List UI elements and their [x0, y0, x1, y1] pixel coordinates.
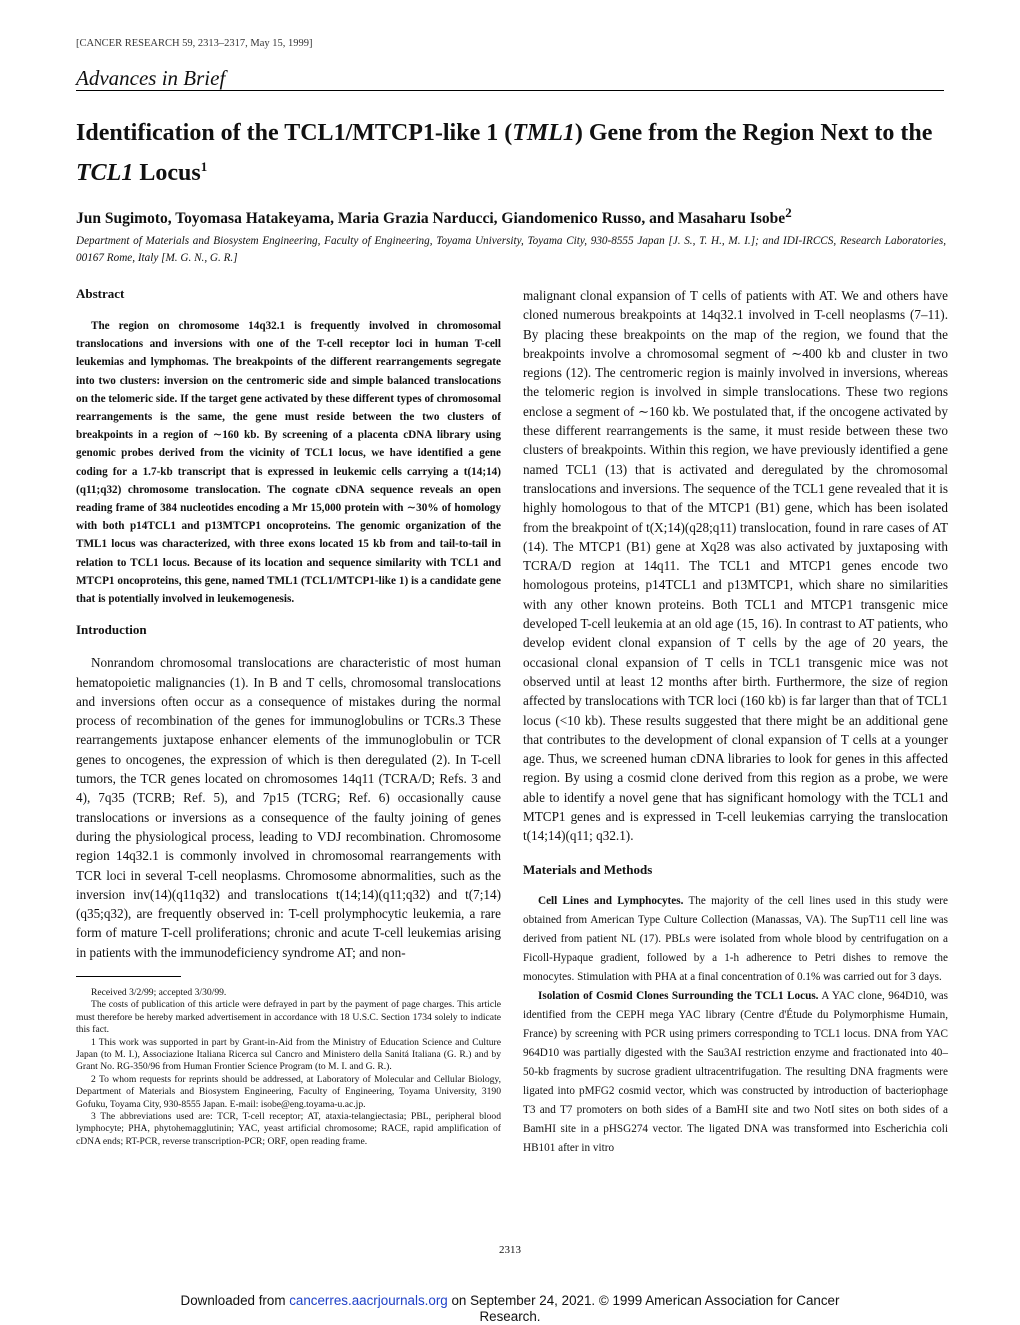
affiliations: Department of Materials and Biosystem Engineering, Faculty of Engineering, Toyama University, Toyama City, 930-8555 Japan [J. S., T. H., M. I.]; and IDI-IRCCS, Research Laboratories, 00167 Rome, Italy [M. G. N., G. R.] — [76, 235, 946, 264]
methods-heading: Materials and Methods — [523, 861, 653, 877]
abstract-text: The region on chromosome 14q32.1 is frequently involved in chromosomal translocations and inversions with one of the T-cell receptor loci in human T-cell leukemias and lymphomas. The breakpoints of the different rearrangements segregate into two clusters: inversion on the centromeric side and simple balanced translocations on the telomeric side. If the target gene activated by these different types of chromosomal rearrangements is the same, the gene must reside between the two clusters of breakpoints in a region of ∼160 kb. By screening of a placenta cDNA library using genomic probes derived from the vicinity of TCL1 locus, we have identified a gene coding for a 1.7-kb transcript that is expressed in leukemic cells carrying a t(14;14)(q11;q32) chromosome translocation. The cognate cDNA sequence reveals an open reading frame of 384 nucleotides encoding a Mr 15,000 protein with ∼30% of homology with both p14TCL1 and p13MTCP1 oncoproteins. The genomic organization of the TML1 locus was characterized, with three exons located 15 kb from and tail-to-tail in relation to TCL1 locus. Because of its location and sequence similarity with TCL1 and MTCP1 oncoproteins, this gene, named TML1 (TCL1/MTCP1-like 1) is a candidate gene that is potentially involved in leukemogenesis. — [76, 320, 501, 606]
page-number: 2313 — [499, 1244, 521, 1256]
cell-lines-subheading: Cell Lines and Lymphocytes. — [538, 894, 684, 907]
abstract-heading: Abstract — [76, 286, 125, 301]
section-label: Advances in Brief — [76, 66, 226, 90]
methods-cell-lines: Cell Lines and Lymphocytes. The majority of the cell lines used in this study were obtained from American Type Culture Collection (Manassas, VA). The SupT11 cell line was derived from patient NL (17). PBLs were isolated from whole blood by centrifugation on a Ficoll-Hypaque gradient, followed by a 1-h adherence to Petri dishes to remove the monocytes. Stimulation with PHA at a final concentration of 0.1% was carried out for 3 days. — [523, 894, 949, 983]
left-column — [76, 286, 501, 1148]
journal-citation: [CANCER RESEARCH 59, 2313–2317, May 15, 1999] — [76, 38, 313, 49]
footnote-costs: The costs of publication of this article were defrayed in part by the payment of page charges. This article must therefore be hereby marked advertisement in accordance with 18 U.S.C. Section 1734 solely to indicate this fact. — [76, 999, 501, 1036]
footnote-received: Received 3/2/99; accepted 3/30/99. — [91, 987, 227, 998]
footnote-1: 1 This work was supported in part by Grant-in-Aid from the Ministry of Education Science and Culture Japan (to M. I.), Associazione Italiana Ricerca sul Cancro and Ministero della Sanitá Italiana (G. R.) and by Grant No. RG-350/96 from Human Frontier Science Program (to M. I. and G. R.). — [76, 1036, 501, 1073]
cosmid-subheading: Isolation of Cosmid Clones Surrounding the TCL1 Locus. — [538, 989, 819, 1002]
intro-continued-text: malignant clonal expansion of T cells of patients with AT. We and others have cloned numerous breakpoints at 14q32.1 involved in T-cell neoplasms (7–11). By placing these breakpoints on the map of the region, we found that the breakpoints involve a chromosomal segment of ∼400 kb and cluster in two regions (12). The centromeric region is mainly involved in inversions, whereas the telomeric region is involved in simple translocations. These two regions enclose a segment of ∼160 kb. We postulated that, if the oncogene activated by these different rearrangements is the same, it must reside between these two clusters of breakpoints. Within this region, we have previously identified a gene named TCL1 (13) that is activated and deregulated by the chromosomal translocations and inversions. The sequence of the TCL1 gene revealed that it is highly homologous to that of the MTCP1 (B1) gene, which has been isolated from the breakpoint of t(X;14)(q28;q11) translocation, found in rare cases of AT (14). The MTCP1 (B1) gene at Xq28 was also activated by juxtaposing with TCRA/D region at 14q11. The TCL1 and MTCP1 genes encode two homologous proteins, p14TCL1 and p13MTCP1, which share no similarities with any other known proteins. Both TCL1 and MTCP1 transgenic mice developed T-cell leukemia at an old age (15, 16). In contrast to AT patients, who develop evident clonal expansion of T cells by the age of 20 years, the occasional clonal expansion of T cells in TCL1 transgenic mice was not observed until at least 12 months after birth. Furthermore, the size of region affected by translocations with TCR loci (160 kb) is far larger than that of TCL1 locus (<10 kb). These results suggested that there might be an additional gene that contributes to the development of clonal expansion of T cells at a younger age. Thus, we screened human cDNA libraries to look for genes in this affected region. By using a cosmid clone derived from this region as a probe, we were able to identify a novel gene that has significant homology with the TCL1 and MTCP1 genes and is expressed in T-cell leukemias carrying the translocation t(14;14)(q11; q32.1). — [523, 288, 948, 844]
footnote-3: 3 The abbreviations used are: TCR, T-cell receptor; AT, ataxia-telangiectasia; PBL, peripheral blood lymphocyte; PHA, phytohemagglutinin; YAC, yeast artificial chromosome; RACE, rapid amplification of cDNA ends; RT-PCR, reverse transcription-PCR; ORF, open reading frame. — [76, 1111, 501, 1147]
footnote-2: 2 To whom requests for reprints should be addressed, at Laboratory of Molecular and Cellular Biology, Department of Materials and Biosystem Engineering, Faculty of Engineering, Toyama University, 3190 Gofuku, Toyama City, 930-8555 Japan. E-mail: isobe@eng.toyama-u.ac.jp. — [76, 1073, 501, 1110]
journal-link[interactable]: cancerres.aacrjournals.org — [289, 1293, 448, 1308]
author-list: Jun Sugimoto, Toyomasa Hatakeyama, Maria Grazia Narducci, Giandomenico Russo, and Masaharu Isobe$^2$ — [76, 205, 792, 228]
footnote-rule — [76, 976, 181, 977]
header-rule — [76, 90, 944, 91]
intro-text: Nonrandom chromosomal translocations are characteristic of most human hematopoietic malignancies (1). In B and T cells, chromosomal translocations and inversions often occur as a consequence of mistakes during the normal process of recombination of the genes for immunoglobulins or TCRs.3 These rearrangements juxtapose enhancer elements of the immunoglobulin or TCR genes to oncogenes, the expression of which is then deregulated (2). In T-cell tumors, the TCR genes located on chromosomes 14q11 (TCRA/D; Refs. 3 and 4), 7q35 (TCRB; Ref. 5), and 7p15 (TCRG; Ref. 6) occasionally cause translocations or inversions as a consequence of the faulty joining of genes during the physiological process, leading to VDJ recombination. Chromosome region 14q32.1 is commonly involved in chromosomal rearrangements with TCR loci in several T-cell neoplasms. Chromosome abnormalities, such as the inversion inv(14)(q11q32) and translocations t(14;14)(q11;q32) and t(7;14)(q35;q32), are frequently observed in: T-cell prolymphocytic leukemia, a rare form of mature T-cell proliferations; chronic and acute T-cell leukemias arising in patients with the immunodeficiency syndrome AT; and non- — [76, 655, 501, 960]
intro-heading: Introduction — [76, 622, 147, 638]
article-title: Identification of the TCL1/MTCP1-like 1 (TML1) Gene from the Region Next to the TCL1 Locus$^1$ — [76, 120, 933, 186]
methods-cosmid: Isolation of Cosmid Clones Surrounding the TCL1 Locus. A YAC clone, 964D10, was identified from the CEPH mega YAC library (Centre d'Étude du Polymorphisme Humain, France) by screening with PCR using primers corresponding to TCL1 locus. DNA from YAC 964D10 was partially digested with the Sau3AI restriction enzyme and fractionated into 40–50-kb fragments by sucrose gradient ultracentrifugation. The resulting DNA fragments were ligated into pMFG2 cosmid vector, which was constructed by introduction of bacteriophage T3 and T7 promoters on both sides of a BamHI site and two NotI sites on both sides of a BamHI site in a pHSG274 vector. The ligated DNA was transformed into Escherichia coli HB101 after in vitro — [523, 989, 948, 1154]
right-column — [523, 286, 948, 1158]
download-footer: Downloaded from cancerres.aacrjournals.org on September 24, 2021. © 1999 American Association for Cancer Research. — [180, 1293, 840, 1324]
